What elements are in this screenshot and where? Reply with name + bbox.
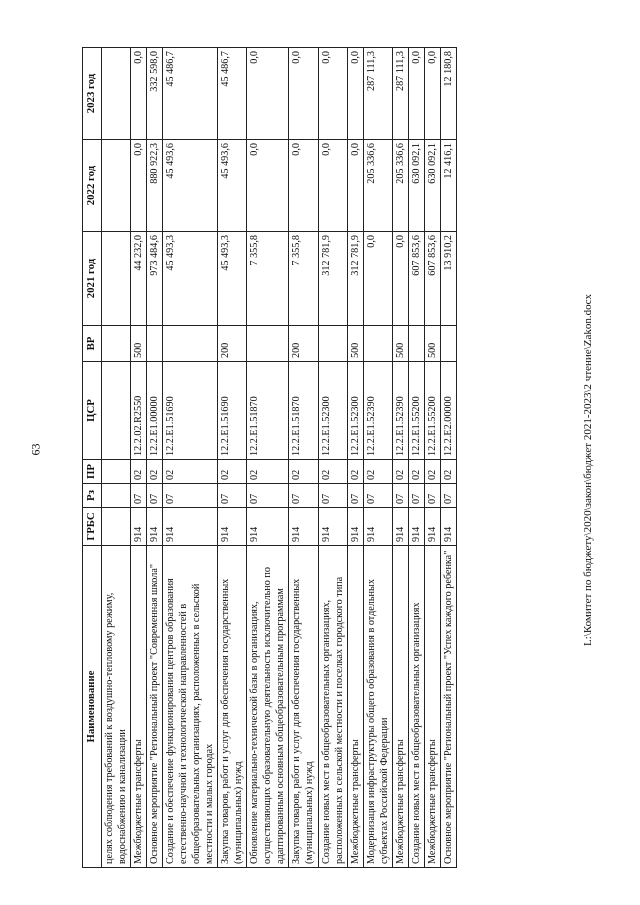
cell-grbs: 914 xyxy=(392,508,408,546)
cell-vr xyxy=(408,326,424,362)
cell-csr: 12.2.E1.51690 xyxy=(163,362,218,460)
cell-2022 xyxy=(101,140,130,232)
cell-2021: 13 910,2 xyxy=(440,232,456,326)
cell-pr: 02 xyxy=(408,460,424,484)
cell-pr: 02 xyxy=(146,460,162,484)
cell-name: Обновление материально-технической базы в организациях, осуществляющих образовательную деятельность исключительно по адаптированным основным общеобразовательным программам xyxy=(247,546,289,868)
header-pr: ПР xyxy=(83,460,102,484)
cell-pr: 02 xyxy=(247,460,289,484)
cell-csr: 12.2.E1.52300 xyxy=(347,362,363,460)
cell-rz: 07 xyxy=(163,484,218,508)
cell-2021: 607 853,6 xyxy=(408,232,424,326)
footer-file-path: L:\Комитет по бюджету\2020\закон\бюджет 2021-2023\2 чтение\Zakon.docx xyxy=(582,294,594,646)
cell-2023: 45 486,7 xyxy=(163,48,218,140)
cell-grbs: 914 xyxy=(424,508,440,546)
cell-2021: 312 781,9 xyxy=(318,232,347,326)
cell-csr: 12.2.02.R2550 xyxy=(130,362,146,460)
cell-name: целях соблюдения требований к воздушно-тепловому режиму, водоснабжению и канализации xyxy=(101,546,130,868)
cell-vr xyxy=(101,326,130,362)
cell-name: Модернизация инфраструктуры общего образования в отдельных субъектах Российской Федерации xyxy=(363,546,392,868)
table-row xyxy=(440,48,456,868)
cell-2023: 0,0 xyxy=(130,48,146,140)
cell-2023: 0,0 xyxy=(289,48,318,140)
cell-vr: 500 xyxy=(424,326,440,362)
header-2021: 2021 год xyxy=(83,232,102,326)
cell-csr: 12.2.E1.52300 xyxy=(318,362,347,460)
header-2022: 2022 год xyxy=(83,140,102,232)
cell-vr: 200 xyxy=(218,326,247,362)
cell-grbs: 914 xyxy=(440,508,456,546)
cell-vr xyxy=(163,326,218,362)
page-number: 63 xyxy=(28,443,43,456)
budget-table xyxy=(82,47,457,868)
cell-csr: 12.2.E1.51870 xyxy=(247,362,289,460)
cell-csr: 12.2.E1.00000 xyxy=(146,362,162,460)
cell-grbs: 914 xyxy=(130,508,146,546)
table-row xyxy=(392,48,408,868)
cell-grbs: 914 xyxy=(289,508,318,546)
cell-grbs xyxy=(101,508,130,546)
cell-2022: 45 493,6 xyxy=(163,140,218,232)
cell-2023: 0,0 xyxy=(424,48,440,140)
cell-grbs: 914 xyxy=(146,508,162,546)
cell-name: Закупка товаров, работ и услуг для обеспечения государственных (муниципальных) нужд xyxy=(218,546,247,868)
cell-2023: 287 111,3 xyxy=(363,48,392,140)
table-row xyxy=(363,48,392,868)
cell-vr: 200 xyxy=(289,326,318,362)
header-name: Наименование xyxy=(83,546,102,868)
cell-rz: 07 xyxy=(424,484,440,508)
cell-name: Закупка товаров, работ и услуг для обеспечения государственных (муниципальных) нужд xyxy=(289,546,318,868)
cell-2022: 0,0 xyxy=(130,140,146,232)
cell-rz: 07 xyxy=(130,484,146,508)
cell-grbs: 914 xyxy=(163,508,218,546)
cell-pr xyxy=(101,460,130,484)
cell-csr: 12.2.E1.51870 xyxy=(289,362,318,460)
cell-2022: 12 416,1 xyxy=(440,140,456,232)
cell-grbs: 914 xyxy=(408,508,424,546)
cell-grbs: 914 xyxy=(247,508,289,546)
cell-pr: 02 xyxy=(392,460,408,484)
cell-csr: 12.2.E1.55200 xyxy=(424,362,440,460)
table-row xyxy=(347,48,363,868)
cell-2021 xyxy=(101,232,130,326)
cell-2022: 0,0 xyxy=(347,140,363,232)
header-csr: ЦСР xyxy=(83,362,102,460)
cell-rz: 07 xyxy=(289,484,318,508)
cell-vr: 500 xyxy=(130,326,146,362)
cell-2023: 45 486,7 xyxy=(218,48,247,140)
cell-rz xyxy=(101,484,130,508)
table-row xyxy=(101,48,130,868)
cell-2021: 44 232,0 xyxy=(130,232,146,326)
table-row xyxy=(146,48,162,868)
cell-pr: 02 xyxy=(363,460,392,484)
cell-rz: 07 xyxy=(146,484,162,508)
cell-csr: 12.2.E2.00000 xyxy=(440,362,456,460)
cell-2022: 205 336,6 xyxy=(363,140,392,232)
cell-csr: 12.2.E1.52390 xyxy=(363,362,392,460)
cell-grbs: 914 xyxy=(218,508,247,546)
cell-name: Межбюджетные трансферты xyxy=(392,546,408,868)
cell-2021: 45 493,3 xyxy=(218,232,247,326)
cell-name: Межбюджетные трансферты xyxy=(130,546,146,868)
cell-name: Создание новых мест в общеобразовательных организациях xyxy=(408,546,424,868)
cell-pr: 02 xyxy=(218,460,247,484)
cell-2021: 312 781,9 xyxy=(347,232,363,326)
cell-pr: 02 xyxy=(289,460,318,484)
cell-2023: 0,0 xyxy=(347,48,363,140)
cell-2021: 7 355,8 xyxy=(247,232,289,326)
header-rz: Рз xyxy=(83,484,102,508)
cell-2023: 12 180,8 xyxy=(440,48,456,140)
cell-2023: 0,0 xyxy=(408,48,424,140)
cell-vr: 500 xyxy=(392,326,408,362)
cell-name: Основное мероприятие "Региональный проект "Успех каждого ребенка" xyxy=(440,546,456,868)
cell-2021: 45 493,3 xyxy=(163,232,218,326)
cell-vr xyxy=(363,326,392,362)
table-header-row xyxy=(83,48,102,868)
cell-2023: 287 111,3 xyxy=(392,48,408,140)
cell-name: Межбюджетные трансферты xyxy=(424,546,440,868)
cell-rz: 07 xyxy=(318,484,347,508)
table-row xyxy=(130,48,146,868)
cell-pr: 02 xyxy=(163,460,218,484)
cell-vr xyxy=(247,326,289,362)
cell-rz: 07 xyxy=(247,484,289,508)
cell-csr: 12.2.E1.55200 xyxy=(408,362,424,460)
cell-rz: 07 xyxy=(363,484,392,508)
cell-2022: 630 092,1 xyxy=(408,140,424,232)
cell-name: Создание новых мест в общеобразовательных организациях, расположенных в сельской местности и поселках городского типа xyxy=(318,546,347,868)
cell-2022: 0,0 xyxy=(289,140,318,232)
cell-rz: 07 xyxy=(218,484,247,508)
cell-rz: 07 xyxy=(392,484,408,508)
cell-pr: 02 xyxy=(318,460,347,484)
cell-rz: 07 xyxy=(408,484,424,508)
table-row xyxy=(408,48,424,868)
cell-rz: 07 xyxy=(347,484,363,508)
table-row xyxy=(218,48,247,868)
cell-2022: 630 092,1 xyxy=(424,140,440,232)
cell-2022: 0,0 xyxy=(318,140,347,232)
cell-csr: 12.2.E1.51690 xyxy=(218,362,247,460)
cell-2023 xyxy=(101,48,130,140)
cell-2023: 0,0 xyxy=(247,48,289,140)
table-row xyxy=(318,48,347,868)
cell-name: Межбюджетные трансферты xyxy=(347,546,363,868)
header-2023: 2023 год xyxy=(83,48,102,140)
table-body xyxy=(101,48,456,868)
table-row xyxy=(289,48,318,868)
cell-2022: 45 493,6 xyxy=(218,140,247,232)
cell-name: Основное мероприятие "Региональный проект "Современная школа" xyxy=(146,546,162,868)
cell-vr xyxy=(318,326,347,362)
cell-name: Создание и обеспечение функционирования центров образования естественно-научной и технологической направленностей в общеобразовательных организациях, расположенных в сельской местности и малых городах xyxy=(163,546,218,868)
cell-vr xyxy=(146,326,162,362)
cell-2023: 332 598,0 xyxy=(146,48,162,140)
cell-pr: 02 xyxy=(424,460,440,484)
table-row xyxy=(424,48,440,868)
cell-pr: 02 xyxy=(440,460,456,484)
cell-2022: 205 336,6 xyxy=(392,140,408,232)
cell-2021: 973 484,6 xyxy=(146,232,162,326)
cell-2023: 0,0 xyxy=(318,48,347,140)
cell-2021: 0,0 xyxy=(392,232,408,326)
rotated-page-content xyxy=(82,48,544,868)
cell-csr xyxy=(101,362,130,460)
cell-2021: 7 355,8 xyxy=(289,232,318,326)
cell-2022: 880 922,3 xyxy=(146,140,162,232)
cell-grbs: 914 xyxy=(363,508,392,546)
cell-grbs: 914 xyxy=(347,508,363,546)
cell-pr: 02 xyxy=(347,460,363,484)
cell-csr: 12.2.E1.52390 xyxy=(392,362,408,460)
cell-grbs: 914 xyxy=(318,508,347,546)
header-vr: ВР xyxy=(83,326,102,362)
cell-rz: 07 xyxy=(440,484,456,508)
table-row xyxy=(163,48,218,868)
cell-vr xyxy=(440,326,456,362)
cell-vr: 500 xyxy=(347,326,363,362)
table-row xyxy=(247,48,289,868)
cell-2021: 607 853,6 xyxy=(424,232,440,326)
cell-pr: 02 xyxy=(130,460,146,484)
cell-2021: 0,0 xyxy=(363,232,392,326)
cell-2022: 0,0 xyxy=(247,140,289,232)
header-grbs: ГРБС xyxy=(83,508,102,546)
